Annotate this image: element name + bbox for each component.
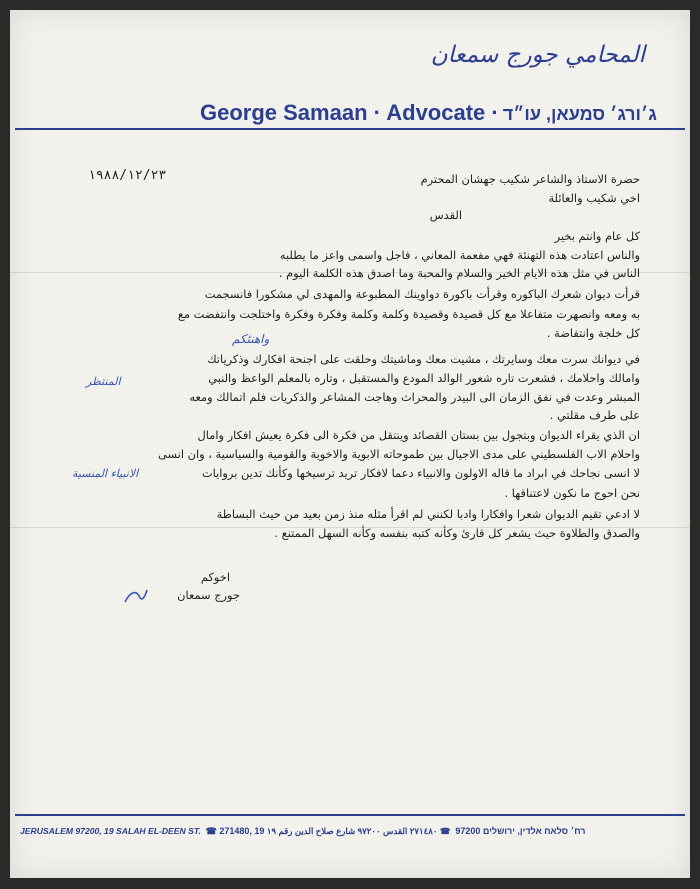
handwritten-annotation: واهنئكم [232, 332, 270, 346]
footer-address-he: ☎ 271480, 19 רח׳ סלאח אלדין, ירושלים 97200 [205, 826, 586, 836]
salutation-place: القدس [429, 208, 462, 222]
letter-date: ١٩٨٨/١٢/٢٣ [88, 168, 167, 183]
letterhead-name-en: George Samaan · Advocate · [200, 100, 499, 125]
salutation-line: حضرة الاستاذ والشاعر شكيب جهشان المحترم [420, 172, 640, 186]
body-line: كل خلجة وانتفاضة . [546, 326, 640, 340]
body-line: وامالك واحلامك ، فشعرت تاره شعور الوالد المودع والمستقبل ، وتاره بالمعلم الواعظ والنبي [208, 371, 640, 385]
letterhead-arabic-name: المحامي جورج سمعان [430, 42, 645, 68]
salutation-line: اخي شكيب والعائلة [548, 191, 640, 205]
handwritten-annotation: الانبياء المنسية [72, 467, 139, 480]
greeting-line: كل عام وانتم بخير [554, 229, 640, 243]
signature-scribble [122, 582, 150, 608]
handwritten-annotation: المنتظر [86, 375, 121, 388]
body-line: لا انسى نجاحك في ابراد ما قاله الاولون والانبياء دعما لافكار تريد ترسيخها وكأنك تدين بروايات [201, 466, 640, 480]
body-line: ان الذي يقراء الديوان وبتجول بين بستان القصائد وينتقل من فكرة الى فكرة يعيش افكار وامال [197, 428, 640, 442]
footer-address-ar: ☎ ٢٧١٤٨٠ القدس ٩٧٢٠٠ شارع صلاح الدين رقم ١٩ [266, 826, 451, 836]
letterhead-name-he: ג׳ורג׳ סמעאן, עו״ד [502, 104, 657, 124]
signature-name: جورج سمعان [177, 588, 240, 602]
body-line: واحلام الاب الفلسطيني على مدى الاجيال بين طموحاته الابوية والاخوية والقومية والسياسية ، وان انسى [158, 447, 640, 461]
body-line: والناس اعتادت هذه التهنئة فهي مفعمة المعاني ، فاجل واسمى واعز ما يطلبه [279, 248, 640, 262]
body-line: به ومعه وانصهرت متفاعلا مع كل قصيدة وقصيدة وكلمة وكلمة وفكرة وفكرة واختلجت وانتفضت مع [177, 307, 640, 321]
body-line: الناس في مثل هذه الايام الخير والسلام والمحبة وما اصدق هذه الكلمة اليوم . [278, 266, 640, 280]
body-line: قرأت ديوان شعرك الباكوره وقرأت باكورة دواوينك المطبوعة والمهدى لي مشكورا فانسجمت [204, 287, 640, 301]
footer-rule [15, 814, 685, 816]
letterhead-rule [15, 128, 685, 130]
body-line: على طرف مقلتي . [549, 408, 640, 422]
letter-page [10, 10, 690, 878]
letterhead-footer [20, 826, 670, 837]
letterhead-masthead [200, 100, 670, 126]
body-line: لا ادعي تقيم الديوان شعرا وافكارا وادبا لكنني لم اقرأ مثله منذ زمن بعيد من حيث البساطة [216, 507, 640, 521]
body-line: المبشر وعدت في نفق الزمان الى البيدر والمحراث وهاجت المشاعر والذكريات فلم اتمالك ومعه [189, 390, 640, 404]
body-line: نحن احوج ما نكون لاعتناقها . [504, 486, 640, 500]
closing: اخوكم [200, 570, 230, 584]
body-line: والصدق والطلاوة حيث يشعر كل قارئ وكأنه كتبه بنفسه وكأنه السهل الممتنع . [274, 526, 640, 540]
body-line: في ديوانك سرت معك وسايرتك ، مشيت معك وماشيتك وحلقت على اجنحة افكارك وذكرياتك [207, 352, 640, 366]
footer-address-en: JERUSALEM 97200, 19 SALAH EL-DEEN ST. [20, 826, 201, 836]
